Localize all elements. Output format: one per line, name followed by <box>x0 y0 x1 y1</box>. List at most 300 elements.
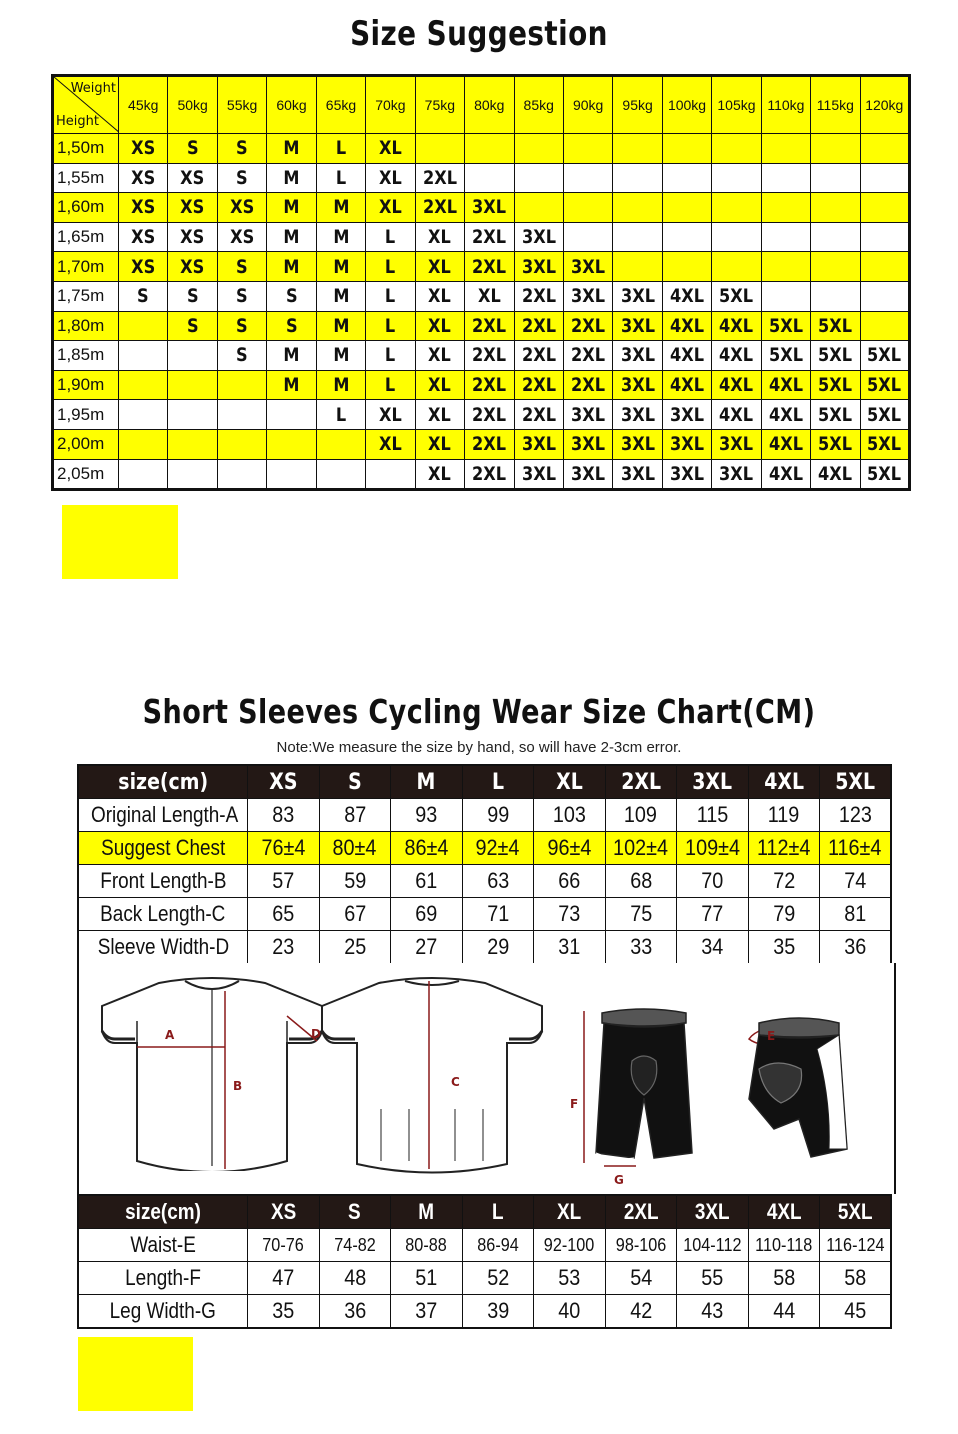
size-value: XL <box>428 314 452 337</box>
weight-header: 85kg <box>514 76 563 134</box>
value-text: 48 <box>343 1265 366 1290</box>
size-value: 2XL <box>472 462 507 485</box>
size-cell <box>761 341 810 371</box>
size-value: 3XL <box>620 344 655 367</box>
size-value: 3XL <box>521 255 556 278</box>
size-cell <box>860 163 909 193</box>
measurement-value <box>605 898 677 931</box>
size-cell <box>267 370 316 400</box>
size-cell <box>119 341 168 371</box>
size-label: M <box>418 1199 435 1224</box>
size-value: 3XL <box>620 314 655 337</box>
measurement-label <box>78 1295 248 1329</box>
color-swatch <box>78 1337 193 1411</box>
table-row <box>78 1295 891 1329</box>
size-cell <box>217 429 266 459</box>
weight-header: 110kg <box>761 76 810 134</box>
size-cell <box>712 163 761 193</box>
measurement-value <box>319 1229 391 1262</box>
size-value: L <box>335 137 347 160</box>
size-cell <box>316 193 365 223</box>
size-cell <box>811 222 860 252</box>
size-cell <box>860 193 909 223</box>
value-text: 42 <box>629 1298 652 1323</box>
measurement-value <box>748 898 820 931</box>
size-cell <box>316 400 365 430</box>
value-text: 58 <box>772 1265 795 1290</box>
table-row <box>53 370 910 400</box>
measurement-value <box>820 799 892 832</box>
size-cell <box>217 193 266 223</box>
size-value: XL <box>379 137 402 160</box>
measurement-value <box>391 1295 463 1329</box>
size-cell <box>366 163 415 193</box>
value-text: 98-106 <box>615 1234 666 1255</box>
value-text: 43 <box>701 1298 724 1323</box>
size-cell <box>563 193 612 223</box>
size-value: 4XL <box>670 344 705 367</box>
size-value: XL <box>428 226 452 249</box>
size-cell <box>514 163 563 193</box>
measurement-value <box>748 865 820 898</box>
size-value: 4XL <box>670 314 705 337</box>
measurement-value <box>462 799 534 832</box>
value-text: 112±4 <box>757 835 811 860</box>
size-value: 3XL <box>620 462 655 485</box>
size-value: XS <box>131 166 156 189</box>
size-label: L <box>491 1199 504 1224</box>
size-cell <box>514 429 563 459</box>
size-value: 3XL <box>571 462 606 485</box>
value-text: 47 <box>272 1265 295 1290</box>
measurement-value <box>677 898 749 931</box>
size-value: M <box>283 255 300 278</box>
size-cell <box>613 252 662 282</box>
value-text: 116±4 <box>828 835 882 860</box>
value-text: 61 <box>415 868 438 893</box>
value-text: 55 <box>701 1265 724 1290</box>
size-value: 3XL <box>620 433 655 456</box>
value-text: 35 <box>272 1298 295 1323</box>
measurement-value <box>748 931 820 965</box>
size-cell <box>217 341 266 371</box>
size-value: XL <box>428 344 452 367</box>
size-value: M <box>332 285 350 308</box>
measurement-value <box>534 865 606 898</box>
size-cell <box>168 370 217 400</box>
measurement-value <box>534 898 606 931</box>
size-cell <box>662 252 711 282</box>
size-cell <box>514 341 563 371</box>
size-cell <box>415 193 464 223</box>
size-label: 5XL <box>835 769 875 795</box>
size-cell <box>662 163 711 193</box>
size-cell <box>662 281 711 311</box>
measurement-value <box>319 832 391 865</box>
size-label: 2XL <box>623 1199 659 1224</box>
size-value: 4XL <box>818 462 853 485</box>
value-text: 92±4 <box>475 835 520 860</box>
size-label: XS <box>269 769 298 795</box>
size-value: 5XL <box>768 314 803 337</box>
size-value: 3XL <box>521 462 556 485</box>
size-value: 2XL <box>472 255 507 278</box>
size-cell <box>761 311 810 341</box>
size-cell <box>465 222 514 252</box>
size-label: 3XL <box>692 769 733 795</box>
size-cell <box>811 400 860 430</box>
size-cell <box>662 459 711 490</box>
value-text: 36 <box>343 1298 366 1323</box>
size-value: XL <box>379 166 402 189</box>
measurement-value <box>748 1262 820 1295</box>
size-value: L <box>385 255 396 278</box>
size-cell <box>761 400 810 430</box>
size-value: L <box>385 314 396 337</box>
size-value: XL <box>379 433 402 456</box>
size-label: M <box>416 769 436 795</box>
measurement-value <box>319 1295 391 1329</box>
size-value: XL <box>428 433 452 456</box>
size-value: 2XL <box>571 314 606 337</box>
size-cell <box>563 370 612 400</box>
height-cell: 1,65m <box>53 222 119 252</box>
measurement-value <box>677 865 749 898</box>
measurement-value <box>248 931 320 965</box>
size-cell <box>712 252 761 282</box>
measurement-value <box>391 799 463 832</box>
size-cell <box>366 134 415 164</box>
size-cell <box>613 370 662 400</box>
size-value: S <box>236 344 248 367</box>
size-column-header <box>319 1195 391 1229</box>
size-cell <box>366 252 415 282</box>
measure-label-b: B <box>233 1079 243 1093</box>
row-label: Sleeve Width-D <box>97 934 229 959</box>
size-value: XL <box>428 462 452 485</box>
size-cell <box>119 370 168 400</box>
weight-header: 70kg <box>366 76 415 134</box>
size-cell <box>465 311 514 341</box>
weight-header: 100kg <box>662 76 711 134</box>
size-value: 2XL <box>521 374 556 397</box>
value-text: 103 <box>552 802 586 827</box>
measurement-value <box>462 832 534 865</box>
size-cell <box>761 370 810 400</box>
value-text: 52 <box>486 1265 509 1290</box>
measurement-value <box>534 1262 606 1295</box>
table-row <box>53 134 910 164</box>
size-cell <box>811 252 860 282</box>
table-row <box>53 163 910 193</box>
size-cell <box>316 429 365 459</box>
size-value: 3XL <box>719 462 754 485</box>
measurement-label <box>78 931 248 965</box>
value-text: 102±4 <box>613 835 669 860</box>
size-value: XL <box>379 403 402 426</box>
size-cell <box>563 311 612 341</box>
size-cell <box>366 193 415 223</box>
size-cell <box>267 193 316 223</box>
size-label: S <box>348 1199 362 1224</box>
size-cell <box>366 370 415 400</box>
size-cell <box>613 134 662 164</box>
size-value: XL <box>428 403 452 426</box>
size-cell <box>316 134 365 164</box>
value-text: 51 <box>415 1265 438 1290</box>
size-value: 2XL <box>422 166 457 189</box>
weight-header: 90kg <box>563 76 612 134</box>
height-cell: 1,80m <box>53 311 119 341</box>
size-cell <box>415 400 464 430</box>
size-cell <box>563 281 612 311</box>
size-column-header <box>605 765 677 799</box>
size-value: L <box>385 344 396 367</box>
value-text: 92-100 <box>544 1234 595 1255</box>
table-row <box>53 281 910 311</box>
measurement-value <box>605 865 677 898</box>
size-value: 2XL <box>422 196 457 219</box>
table-row <box>53 311 910 341</box>
measurement-value <box>605 1262 677 1295</box>
value-text: 74-82 <box>334 1234 376 1255</box>
size-cell <box>465 459 514 490</box>
size-value: L <box>385 374 396 397</box>
size-value: 3XL <box>472 196 507 219</box>
size-value: 4XL <box>768 374 803 397</box>
measurement-value <box>677 799 749 832</box>
table-row <box>53 222 910 252</box>
size-cell <box>267 341 316 371</box>
size-value: S <box>236 166 248 189</box>
measurement-value <box>248 898 320 931</box>
size-cell <box>613 163 662 193</box>
size-cell <box>168 222 217 252</box>
value-text: 25 <box>343 934 366 959</box>
size-value: 5XL <box>867 433 902 456</box>
size-value: M <box>283 196 300 219</box>
measurement-value <box>319 898 391 931</box>
size-column-header <box>748 765 820 799</box>
measurement-label <box>78 898 248 931</box>
size-value: M <box>332 226 350 249</box>
size-value: M <box>283 166 300 189</box>
value-text: 83 <box>272 802 295 827</box>
size-value: 3XL <box>521 226 556 249</box>
value-text: 77 <box>701 901 724 926</box>
size-value: S <box>186 314 199 337</box>
value-text: 80-88 <box>405 1234 447 1255</box>
value-text: 115 <box>696 802 729 827</box>
size-value: 4XL <box>719 374 754 397</box>
value-text: 40 <box>558 1298 581 1323</box>
size-cell <box>860 341 909 371</box>
size-cell <box>860 459 909 490</box>
table-row <box>78 799 891 832</box>
size-cell <box>119 163 168 193</box>
measurement-value <box>391 931 463 965</box>
size-label: S <box>347 769 362 795</box>
value-text: 36 <box>843 934 867 959</box>
size-value: S <box>285 314 298 337</box>
size-cell <box>811 193 860 223</box>
measurement-value <box>248 832 320 865</box>
table-row <box>53 193 910 223</box>
size-cell <box>415 370 464 400</box>
size-value: M <box>332 344 350 367</box>
measurement-label <box>78 799 248 832</box>
measurement-value <box>319 1262 391 1295</box>
size-cell <box>217 281 266 311</box>
size-cell <box>168 429 217 459</box>
size-cell <box>613 341 662 371</box>
size-cell <box>613 459 662 490</box>
size-cell <box>415 222 464 252</box>
size-cell <box>811 134 860 164</box>
measurement-value <box>462 1229 534 1262</box>
size-cell <box>168 400 217 430</box>
size-cell <box>119 311 168 341</box>
measurement-label <box>78 1229 248 1262</box>
size-value: 5XL <box>719 285 754 308</box>
measurement-value <box>391 865 463 898</box>
measurement-value <box>820 898 892 931</box>
value-text: 86±4 <box>404 835 449 860</box>
size-value: S <box>236 137 248 160</box>
value-text: 68 <box>629 868 652 893</box>
height-cell: 1,85m <box>53 341 119 371</box>
size-cell <box>415 429 464 459</box>
measure-label-a: A <box>165 1028 175 1042</box>
size-value: 3XL <box>670 433 705 456</box>
size-cell <box>465 252 514 282</box>
table-row <box>53 429 910 459</box>
size-label: XL <box>557 1199 582 1224</box>
measurement-note: Note:We measure the size by hand, so will have 2-3cm error. <box>276 739 682 756</box>
size-cell <box>366 311 415 341</box>
measurement-value <box>677 1295 749 1329</box>
size-cell <box>168 459 217 490</box>
size-value: 2XL <box>472 403 507 426</box>
size-value: 3XL <box>571 403 606 426</box>
size-cell <box>514 252 563 282</box>
size-value: XS <box>180 226 205 249</box>
size-cell <box>662 429 711 459</box>
value-text: 99 <box>486 802 509 827</box>
size-value: XS <box>230 226 255 249</box>
measurement-value <box>319 799 391 832</box>
measurement-value <box>820 1262 892 1295</box>
size-cell <box>217 222 266 252</box>
jersey-front-illustration <box>97 971 327 1171</box>
size-cell <box>712 311 761 341</box>
row-label: Back Length-C <box>100 901 226 926</box>
value-text: 72 <box>772 868 795 893</box>
size-cell <box>217 134 266 164</box>
measurement-value <box>820 931 892 965</box>
size-value: 3XL <box>670 462 705 485</box>
size-value: 3XL <box>571 285 606 308</box>
size-value: 2XL <box>571 374 606 397</box>
table-row <box>53 252 910 282</box>
size-cell <box>267 429 316 459</box>
size-cell <box>267 400 316 430</box>
size-value: 2XL <box>472 314 507 337</box>
measurement-value <box>605 832 677 865</box>
value-text: 45 <box>843 1298 867 1323</box>
measurement-value <box>391 898 463 931</box>
measurement-value <box>462 931 534 965</box>
size-cell <box>761 429 810 459</box>
measurement-label <box>78 1262 248 1295</box>
value-text: 57 <box>272 868 295 893</box>
size-value: XL <box>477 285 501 308</box>
size-cell <box>168 193 217 223</box>
size-cell <box>761 163 810 193</box>
size-value: 4XL <box>670 285 705 308</box>
size-label: XS <box>270 1199 296 1224</box>
size-cell <box>168 281 217 311</box>
size-cell <box>366 429 415 459</box>
size-cell <box>860 281 909 311</box>
measurement-value <box>534 799 606 832</box>
size-cell <box>811 281 860 311</box>
size-value: XS <box>131 196 156 219</box>
measurement-value <box>248 799 320 832</box>
size-column-header <box>462 1195 534 1229</box>
weight-header: 75kg <box>415 76 464 134</box>
measurement-value <box>248 1262 320 1295</box>
height-cell: 1,70m <box>53 252 119 282</box>
size-value: 5XL <box>867 462 902 485</box>
size-cell <box>119 459 168 490</box>
size-column-header <box>248 765 320 799</box>
size-value: 2XL <box>472 344 507 367</box>
size-cell <box>860 222 909 252</box>
size-cell <box>415 163 464 193</box>
size-column-header <box>534 1195 606 1229</box>
size-value: S <box>236 285 248 308</box>
size-value: 3XL <box>719 433 754 456</box>
measurement-value <box>748 799 820 832</box>
size-cell <box>366 281 415 311</box>
size-value: XS <box>131 137 156 160</box>
size-value: 2XL <box>571 344 606 367</box>
measurement-value <box>605 1295 677 1329</box>
size-value: S <box>137 285 150 308</box>
size-cell <box>119 281 168 311</box>
size-cell <box>316 281 365 311</box>
value-text: 33 <box>629 934 652 959</box>
size-column-header <box>748 1195 820 1229</box>
size-cell <box>761 222 810 252</box>
size-cell <box>514 459 563 490</box>
size-value: XS <box>180 166 205 189</box>
size-value: M <box>283 374 300 397</box>
size-cell <box>267 281 316 311</box>
size-value: 4XL <box>768 462 803 485</box>
size-cell <box>712 193 761 223</box>
size-value: XS <box>180 196 205 219</box>
value-text: 73 <box>558 901 581 926</box>
row-label: Front Length-B <box>99 868 227 893</box>
size-cell <box>613 193 662 223</box>
weight-header: 55kg <box>217 76 266 134</box>
size-cell <box>662 193 711 223</box>
size-label: 4XL <box>763 769 804 795</box>
size-value: 3XL <box>571 255 606 278</box>
size-cell <box>217 400 266 430</box>
